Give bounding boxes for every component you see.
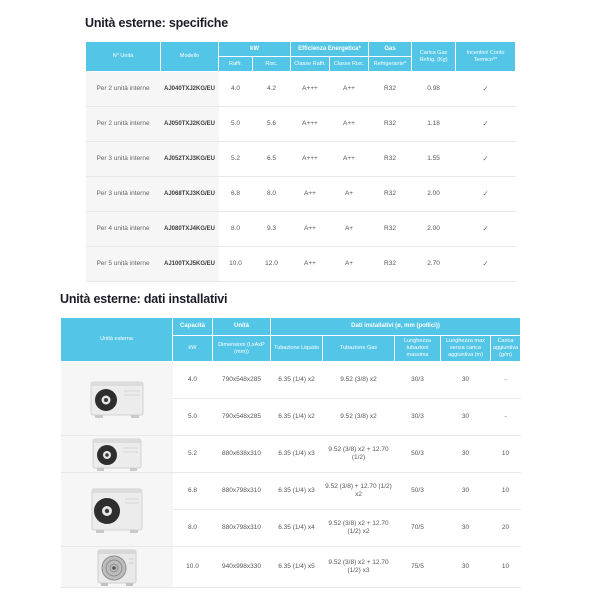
- cell-carica-aggiuntiva: 10: [491, 547, 521, 588]
- cell-classe-raffr: A+++: [291, 142, 330, 177]
- outdoor-unit-photo-medium: [61, 436, 173, 473]
- cell-kw-raffr: 6.8: [219, 177, 253, 212]
- outdoor-unit-photo-xlarge: [61, 547, 173, 588]
- cell-lunghezza: 75/5: [395, 547, 441, 588]
- cell-gas: 9.52 (3/8) x2 + 12.70 (1/2): [323, 436, 395, 473]
- cell-gas: 9.52 (3/8) x2 + 12.70 (1/2) x2: [323, 510, 395, 547]
- cell-modello: AJ068TXJ3KG/EU: [161, 177, 219, 212]
- header-refrigerante: Refrigerante*: [369, 57, 412, 72]
- cell-classe-risc: A+: [330, 177, 369, 212]
- cell-liquido: 6.35 (1/4) x5: [271, 547, 323, 588]
- cell-lunghezza: 30/3: [395, 362, 441, 399]
- cell-lunghezza: 50/3: [395, 436, 441, 473]
- header-carica-gas: Carica Gas Refrig. (Kg): [412, 42, 456, 72]
- checkmark-icon: ✓: [456, 212, 516, 247]
- header-group-dati-installativi: Dati installativi (ø, mm (pollici)): [271, 318, 521, 336]
- cell-liquido: 6.35 (1/4) x3: [271, 436, 323, 473]
- cell-gas: 9.52 (3/8) x2 + 12.70 (1/2) x3: [323, 547, 395, 588]
- cell-carica: 2.00: [412, 212, 456, 247]
- cell-carica: 0.98: [412, 72, 456, 107]
- spec-row: [86, 177, 516, 212]
- header-modello: Modello: [161, 42, 219, 72]
- cell-kw: 6.8: [173, 473, 213, 510]
- header-capacita: Capacità: [173, 318, 213, 336]
- cell-kw: 10.0: [173, 547, 213, 588]
- header-risc: Risc.: [253, 57, 291, 72]
- header-classe-raffr: Classe Raffr.: [291, 57, 330, 72]
- cell-kw-risc: 8.0: [253, 177, 291, 212]
- header-lunghezza-massima: Lunghezza tubazioni massima: [395, 336, 441, 362]
- header-n-unita: N° Unità: [86, 42, 161, 72]
- cell-kw-risc: 6.5: [253, 142, 291, 177]
- cell-classe-raffr: A++: [291, 177, 330, 212]
- cell-classe-risc: A++: [330, 142, 369, 177]
- cell-senza-carica: 30: [441, 510, 491, 547]
- cell-senza-carica: 30: [441, 473, 491, 510]
- cell-dimensioni: 790x548x285: [213, 362, 271, 399]
- cell-classe-risc: A+: [330, 212, 369, 247]
- header-carica-aggiuntiva: Carica aggiuntiva (g/m): [491, 336, 521, 362]
- checkmark-icon: ✓: [456, 142, 516, 177]
- cell-n-unita: Per 2 unità interne: [86, 107, 161, 142]
- cell-carica: 1.18: [412, 107, 456, 142]
- spec-row: [86, 212, 516, 247]
- cell-kw-raffr: 5.2: [219, 142, 253, 177]
- cell-kw: 5.2: [173, 436, 213, 473]
- cell-modello: AJ040TXJ2KG/EU: [161, 72, 219, 107]
- cell-dimensioni: 880x638x310: [213, 436, 271, 473]
- cell-kw-risc: 4.2: [253, 72, 291, 107]
- cell-modello: AJ052TXJ3KG/EU: [161, 142, 219, 177]
- outdoor-unit-image: [87, 485, 147, 535]
- cell-liquido: 6.35 (1/4) x2: [271, 399, 323, 436]
- header-dimensioni: Dimensioni (LxAxP (mm)): [213, 336, 271, 362]
- cell-n-unita: Per 2 unità interne: [86, 72, 161, 107]
- outdoor-unit-image: [89, 436, 145, 472]
- checkmark-icon: ✓: [456, 72, 516, 107]
- specifiche-table-header: [86, 42, 516, 72]
- header-kw: kW: [173, 336, 213, 362]
- cell-gas: 9.52 (3/8) + 12.70 (1/2) x2: [323, 473, 395, 510]
- cell-n-unita: Per 4 unità interne: [86, 212, 161, 247]
- cell-kw: 8.0: [173, 510, 213, 547]
- cell-classe-raffr: A+++: [291, 107, 330, 142]
- cell-carica: 1.55: [412, 142, 456, 177]
- install-row: [61, 473, 521, 510]
- outdoor-unit-image: [94, 547, 140, 587]
- cell-liquido: 6.35 (1/4) x4: [271, 510, 323, 547]
- cell-n-unita: Per 5 unità interne: [86, 247, 161, 282]
- cell-classe-risc: A+: [330, 247, 369, 282]
- header-group-efficienza: Efficienza Energetica*: [291, 42, 369, 57]
- header-group-gas: Gas: [369, 42, 412, 57]
- install-row: [61, 547, 521, 588]
- cell-classe-risc: A++: [330, 107, 369, 142]
- install-row: [61, 436, 521, 473]
- cell-n-unita: Per 3 unità interne: [86, 142, 161, 177]
- header-tubazione-gas: Tubazione Gas: [323, 336, 395, 362]
- cell-kw-risc: 5.6: [253, 107, 291, 142]
- cell-classe-raffr: A++: [291, 247, 330, 282]
- cell-senza-carica: 30: [441, 547, 491, 588]
- section-specifiche: [85, 16, 515, 282]
- cell-kw-raffr: 10.0: [219, 247, 253, 282]
- cell-refrigerante: R32: [369, 107, 412, 142]
- cell-liquido: 6.35 (1/4) x2: [271, 362, 323, 399]
- checkmark-icon: ✓: [456, 247, 516, 282]
- cell-carica-aggiuntiva: -: [491, 362, 521, 399]
- cell-modello: AJ050TXJ2KG/EU: [161, 107, 219, 142]
- header-unita-esterna: Unità esterna: [61, 318, 173, 362]
- cell-refrigerante: R32: [369, 142, 412, 177]
- cell-carica: 2.70: [412, 247, 456, 282]
- cell-classe-raffr: A+++: [291, 72, 330, 107]
- cell-n-unita: Per 3 unità interne: [86, 177, 161, 212]
- cell-liquido: 6.35 (1/4) x3: [271, 473, 323, 510]
- cell-lunghezza: 50/3: [395, 473, 441, 510]
- section-title-dati-installativi: Unità esterne: dati installativi: [60, 292, 228, 306]
- header-unita: Unità: [213, 318, 271, 336]
- cell-refrigerante: R32: [369, 247, 412, 282]
- cell-dimensioni: 880x798x310: [213, 473, 271, 510]
- section-title-specifiche: Unità esterne: specifiche: [85, 16, 228, 30]
- cell-carica-aggiuntiva: 10: [491, 473, 521, 510]
- cell-dimensioni: 880x798x310: [213, 510, 271, 547]
- cell-kw-raffr: 4.0: [219, 72, 253, 107]
- cell-kw: 4.0: [173, 362, 213, 399]
- cell-dimensioni: 790x548x285: [213, 399, 271, 436]
- outdoor-unit-image: [86, 377, 148, 421]
- cell-modello: AJ080TXJ4KG/EU: [161, 212, 219, 247]
- cell-refrigerante: R32: [369, 212, 412, 247]
- cell-lunghezza: 70/5: [395, 510, 441, 547]
- spec-row: [86, 247, 516, 282]
- cell-refrigerante: R32: [369, 177, 412, 212]
- header-incentivi: Incentivi/ Conto Termico**: [456, 42, 516, 72]
- specifiche-table: [85, 41, 516, 282]
- cell-senza-carica: 30: [441, 362, 491, 399]
- cell-lunghezza: 30/3: [395, 399, 441, 436]
- header-classe-risc: Classe Risc.: [330, 57, 369, 72]
- cell-kw-raffr: 5.0: [219, 107, 253, 142]
- cell-gas: 9.52 (3/8) x2: [323, 399, 395, 436]
- cell-classe-raffr: A++: [291, 212, 330, 247]
- cell-senza-carica: 30: [441, 399, 491, 436]
- cell-gas: 9.52 (3/8) x2: [323, 362, 395, 399]
- cell-carica-aggiuntiva: -: [491, 399, 521, 436]
- header-raffr: Raffr.: [219, 57, 253, 72]
- dati-installativi-table-header: [61, 318, 521, 362]
- outdoor-unit-photo-small: [61, 362, 173, 436]
- cell-kw: 5.0: [173, 399, 213, 436]
- outdoor-unit-photo-large: [61, 473, 173, 547]
- header-tubazione-liquido: Tubazione Liquido: [271, 336, 323, 362]
- cell-carica: 2.00: [412, 177, 456, 212]
- header-group-kw: kW: [219, 42, 291, 57]
- cell-classe-risc: A++: [330, 72, 369, 107]
- dati-installativi-table: [60, 317, 521, 588]
- spec-row: [86, 107, 516, 142]
- cell-refrigerante: R32: [369, 72, 412, 107]
- install-row: [61, 362, 521, 399]
- cell-kw-risc: 12.0: [253, 247, 291, 282]
- cell-dimensioni: 940x998x330: [213, 547, 271, 588]
- checkmark-icon: ✓: [456, 177, 516, 212]
- section-dati-installativi: [60, 292, 520, 588]
- spec-row: [86, 142, 516, 177]
- cell-modello: AJ100TXJ5KG/EU: [161, 247, 219, 282]
- cell-carica-aggiuntiva: 10: [491, 436, 521, 473]
- spec-row: [86, 72, 516, 107]
- cell-kw-risc: 9.3: [253, 212, 291, 247]
- checkmark-icon: ✓: [456, 107, 516, 142]
- header-lunghezza-senza-carica: Lunghezza max senza carica aggiuntiva (m): [441, 336, 491, 362]
- cell-kw-raffr: 8.0: [219, 212, 253, 247]
- cell-senza-carica: 30: [441, 436, 491, 473]
- cell-carica-aggiuntiva: 20: [491, 510, 521, 547]
